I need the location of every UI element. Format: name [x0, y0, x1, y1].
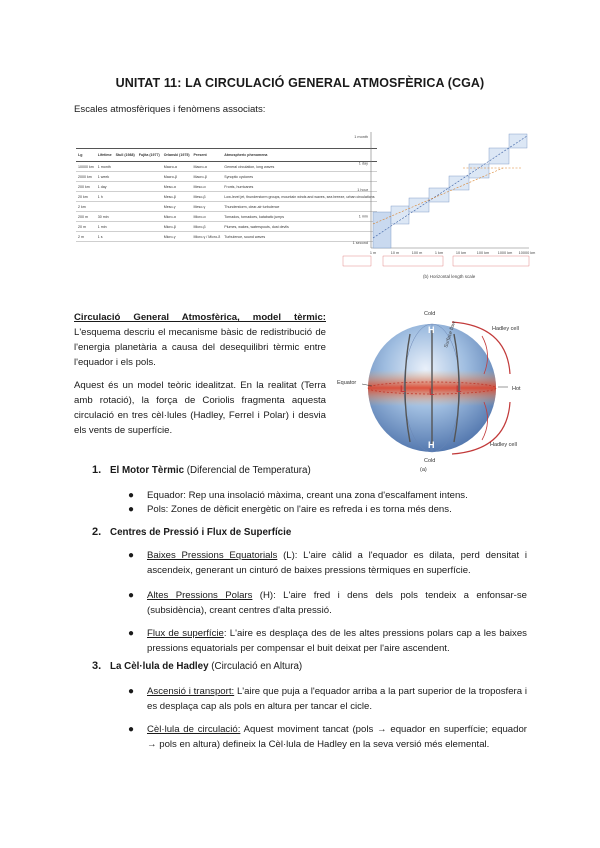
table-header: Fujita (1977): [137, 149, 162, 162]
table-row: [76, 202, 377, 212]
table-cell: 1 week: [96, 172, 114, 182]
table-cell: 1 h: [96, 192, 114, 202]
table-cell: Meso-β: [162, 192, 192, 202]
hadley-top-label: Hadley cell: [492, 326, 519, 332]
table-cell: Tornados, tornadoes, katabatic jumps: [222, 212, 376, 222]
chart-y-tick: 1 min: [358, 214, 368, 219]
scale-table: [76, 148, 377, 242]
chart-x-tick: 10000 km: [518, 251, 536, 255]
table-cell: Macro-α: [162, 162, 192, 172]
table-cell: 2 km: [76, 202, 96, 212]
table-row: [76, 172, 377, 182]
table-cell: [137, 212, 162, 222]
surface-flow-label: Surface flow: [443, 320, 458, 349]
table-cell: Micro-β: [162, 222, 192, 232]
table-row: [76, 192, 377, 202]
table-cell: 1 month: [96, 162, 114, 172]
table-row: [76, 212, 377, 222]
chart-x-tick: 1000 km: [497, 251, 513, 255]
table-header: Stull (1988): [114, 149, 137, 162]
table-header: Lg: [76, 149, 96, 162]
low-pressure-center: L: [429, 387, 435, 397]
section-intro: [74, 310, 326, 370]
list-item: [128, 626, 527, 656]
table-cell: Meso-α: [162, 182, 192, 192]
table-cell: 200 m: [76, 212, 96, 222]
item-title-bold: El Motor Tèrmic: [110, 465, 185, 476]
table-cell: Turbulence, sound waves: [222, 232, 376, 242]
table-cell: [114, 162, 137, 172]
table-cell: Synoptic cyclones: [222, 172, 376, 182]
table-cell: 20 km: [76, 192, 96, 202]
table-cell: 2000 km: [76, 172, 96, 182]
table-cell: [96, 202, 114, 212]
high-pressure-south: H: [428, 440, 435, 450]
table-cell: 1 s: [96, 232, 114, 242]
item-1-heading: [92, 464, 311, 476]
bullet-text: L'aire que puja a l'equador arriba a la part superior de la troposfera i es desplaça cap als pols en altura per tancar el cicle.: [147, 686, 528, 712]
list-item: [128, 588, 527, 618]
equator-label: Equator: [337, 380, 357, 386]
table-cell: [137, 172, 162, 182]
list-item: [128, 548, 527, 578]
table-cell: [114, 222, 137, 232]
section-heading: Circulació General Atmosfèrica, model tèrmic:: [74, 312, 326, 323]
chart-y-tick: 1 hour: [357, 188, 368, 192]
table-cell: Micro-α: [162, 212, 192, 222]
table-cell: [114, 212, 137, 222]
bullet-icon: ●: [128, 550, 135, 561]
bullet-lead: Altes Pressions Polars: [147, 590, 253, 601]
item-number: 3.: [92, 660, 102, 672]
table-row: [76, 222, 377, 232]
chart-x-tick: 100 m: [411, 251, 423, 255]
table-cell: Micro-γ: [162, 232, 192, 242]
table-cell: 1 day: [96, 182, 114, 192]
bullet-lead: Baixes Pressions Equatorials: [147, 550, 278, 561]
item-number: 1.: [92, 464, 102, 476]
item-title-bold: La Cèl·lula de Hadley: [110, 661, 209, 672]
item-title-bold: Centres de Pressió i Flux de Superfície: [110, 527, 292, 538]
table-cell: Fronts, hurricanes: [222, 182, 376, 192]
list-item: [128, 488, 527, 503]
bullet-lead: Cèl·lula de circulació:: [147, 724, 241, 735]
bullet-icon: ●: [128, 724, 135, 735]
table-header: Present: [192, 149, 223, 162]
table-cell: [137, 182, 162, 192]
bullet-text: Aquest moviment tancat (pols → equador en superfície; equador → pols en altura) defineix la Cèl·lula de Hadley en la seva versió més elemental.: [147, 724, 527, 750]
list-item: [128, 722, 527, 752]
chart-x-tick: 1 m: [369, 251, 377, 255]
table-cell: Meso-γ: [162, 202, 192, 212]
chart-y-tick: 1 month: [354, 135, 368, 139]
bullet-text: : L'aire es desplaça des de les altes pressions polars cap a les baixes pressions equatorials per compensar el buit deixat per l'aire ascendent.: [147, 628, 527, 654]
section-para2: Aquest és un model teòric idealitzat. En la realitat (Terra amb rotació), la força de Coriolis fragmenta aquesta circulació en tres cèl·lules (Hadley, Ferrel i Polar) i desvia els vents de superfície.: [74, 380, 326, 436]
chart-x-tick: 10 m: [390, 251, 400, 255]
bullet-text: (H): L'aire fred i dens dels pols tendeix a enfonsar-se (subsidència), creant centres d'alta pressió.: [147, 590, 527, 616]
table-header: Atmospheric phenomena: [222, 149, 376, 162]
globe-diagram: [332, 304, 532, 476]
hot-label: Hot: [512, 386, 521, 392]
bullet-icon: ●: [128, 490, 135, 501]
cold-top-label: Cold: [424, 311, 436, 317]
table-row: [76, 162, 377, 172]
cold-bottom-label: Cold: [424, 458, 436, 464]
item-number: 2.: [92, 526, 102, 538]
table-cell: [137, 202, 162, 212]
item-3-heading: [92, 660, 302, 672]
table-cell: [114, 192, 137, 202]
table-cell: Low-level jet, thunderstorm groups, mountain winds and waves, sea breeze, urban circulations: [222, 192, 376, 202]
table-header: Orlanski (1975): [162, 149, 192, 162]
table-header-row: [76, 149, 377, 162]
table-cell: General circulation, long waves: [222, 162, 376, 172]
table-cell: 200 km: [76, 182, 96, 192]
table-row: [76, 232, 377, 242]
bullet-icon: ●: [128, 686, 135, 697]
globe-figure: [332, 304, 532, 476]
table-cell: [114, 172, 137, 182]
low-pressure-west: L: [400, 384, 406, 394]
table-cell: Micro-γ / Micro-δ: [192, 232, 223, 242]
bullet-icon: ●: [128, 628, 135, 639]
high-pressure-north: H: [428, 325, 435, 335]
item-title-rest: (Circulació en Altura): [208, 661, 303, 672]
table-cell: 2 m: [76, 232, 96, 242]
table-cell: Micro-α: [192, 212, 223, 222]
bullet-lead: Ascensió i transport:: [147, 686, 235, 697]
page-title: UNITAT 11: LA CIRCULACIÓ GENERAL ATMOSFÈRICA (CGA): [115, 76, 485, 90]
low-pressure-east: L: [456, 384, 462, 394]
bullet-lead: Flux de superfície: [147, 628, 224, 639]
table-cell: Meso-γ: [192, 202, 223, 212]
chart-y-tick: 1 second: [352, 241, 368, 245]
table-cell: Micro-β: [192, 222, 223, 232]
table-cell: Macro-α: [192, 162, 223, 172]
list-item: [128, 502, 527, 517]
chart-x-tick: 100 km: [476, 251, 490, 255]
scale-chart: [343, 128, 536, 290]
table-cell: Macro-β: [192, 172, 223, 182]
chart-x-tick: 1 km: [434, 251, 444, 255]
table-cell: Thunderstorm, clear-air turbulence: [222, 202, 376, 212]
table-cell: [137, 192, 162, 202]
table-cell: 30 min: [96, 212, 114, 222]
bullet-text: Equador: Rep una insolació màxima, creant una zona d'escalfament intens.: [147, 490, 468, 501]
bullet-icon: ●: [128, 504, 135, 515]
table-cell: [137, 232, 162, 242]
chart-x-label: (b) Horizontal length scale: [423, 274, 476, 279]
table-cell: [114, 182, 137, 192]
table-cell: Meso-β: [192, 192, 223, 202]
bullet-text: (L): L'aire càlid a l'equador es dilata, perd densitat i ascendeix, generant un cinturó de baixes pressions tèrmiques en superfície.: [147, 550, 527, 576]
table-cell: 1 min: [96, 222, 114, 232]
table-cell: [137, 222, 162, 232]
table-cell: [114, 232, 137, 242]
chart-x-tick: 10 km: [455, 251, 467, 255]
table-cell: [137, 162, 162, 172]
section-para1: L'esquema descriu el mecanisme bàsic de redistribució de l'energia planetària a causa del desequilibri tèrmic entre l'equador i els pols.: [74, 327, 326, 368]
scale-chart-figure: [343, 128, 536, 290]
table-cell: 10000 km: [76, 162, 96, 172]
chart-y-ticks: [353, 135, 369, 245]
table-cell: [114, 202, 137, 212]
bullet-icon: ●: [128, 590, 135, 601]
table-cell: Macro-β: [162, 172, 192, 182]
scales-intro: Escales atmosfèriques i fenòmens associats:: [74, 104, 266, 115]
figure-label: (a): [420, 467, 427, 473]
table-header: Lifetime: [96, 149, 114, 162]
item-title-rest: (Diferencial de Temperatura): [184, 465, 311, 476]
chart-y-tick: 1 day: [358, 161, 368, 166]
table-cell: Plumes, wakes, waterspouts, dust devils: [222, 222, 376, 232]
hadley-bottom-label: Hadley cell: [490, 442, 517, 448]
table-row: [76, 182, 377, 192]
chart-x-ticks: [370, 251, 536, 255]
table-cell: Meso-α: [192, 182, 223, 192]
bullet-text: Pols: Zones de dèficit energètic on l'aire es refreda i es torna més dens.: [147, 504, 452, 515]
table-cell: 20 m: [76, 222, 96, 232]
list-item: [128, 684, 528, 714]
scale-table-body: [76, 162, 377, 242]
item-2-heading: [92, 526, 291, 538]
